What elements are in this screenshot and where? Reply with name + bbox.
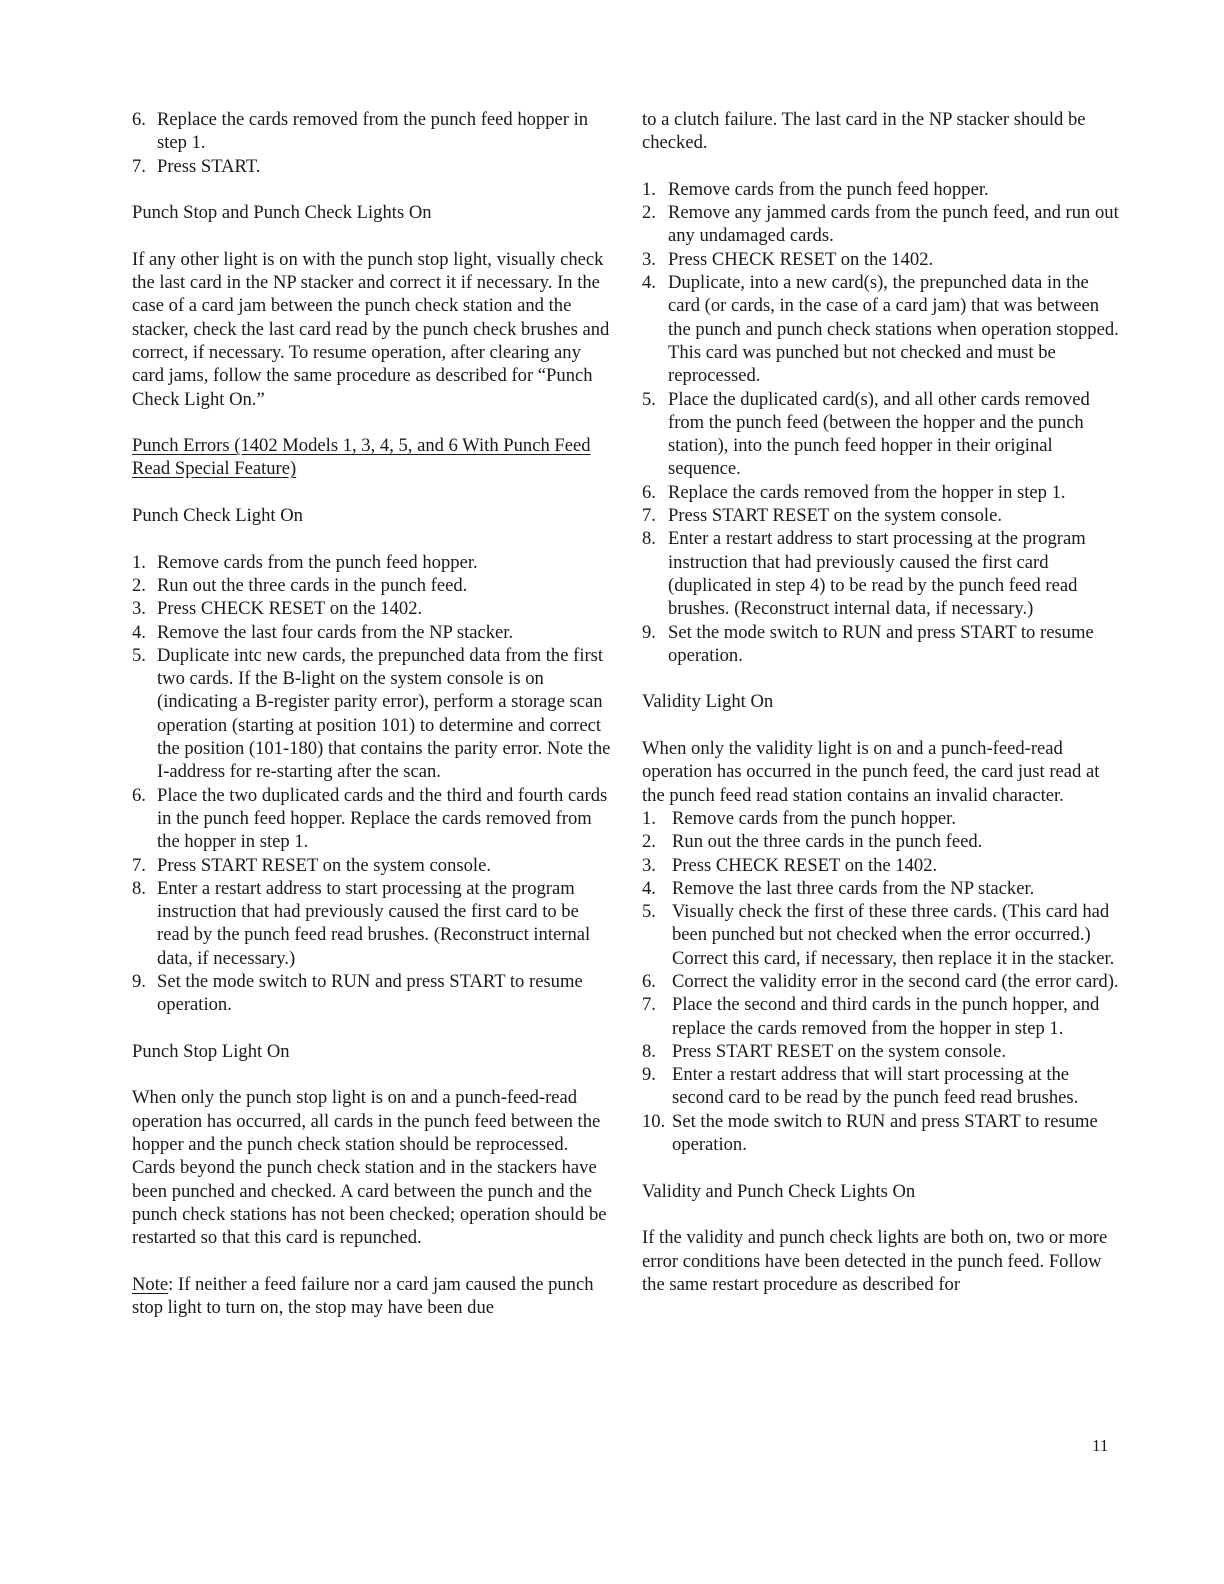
step-number: 8. [642, 528, 656, 550]
step-text: Place the two duplicated cards and the third and fourth cards in the punch feed hopper. Replace the cards removed from the hopper in step 1. [157, 784, 608, 853]
section-heading-punch-check: Punch Check Light On [132, 505, 303, 527]
list-item [642, 201, 1124, 248]
step-text: Set the mode switch to RUN and press START to resume operation. [157, 970, 583, 1016]
step-text: Press CHECK RESET on the 1402. [668, 248, 934, 270]
step-number: 2. [132, 574, 146, 596]
list-item [132, 784, 612, 854]
left-column [132, 108, 612, 1319]
step-text: Enter a restart address to start processing at the program instruction that had previously caused the first card (duplicated in step 4) to be read by the punch feed read brushes. (Reconstruct internal data, if necessary.) [668, 528, 1086, 620]
step-number: 6. [132, 784, 146, 806]
continuation-paragraph: to a clutch failure. The last card in the NP stacker should be checked. [642, 109, 1086, 154]
list-item [642, 271, 1124, 387]
step-number: 3. [642, 248, 656, 270]
step-number: 5. [642, 901, 656, 923]
step-text: Visually check the first of these three cards. (This card had been punched but not checked when the error occurred.) Correct this card, if necessary, then replace it in the stacker. [672, 901, 1115, 969]
step-text: Run out the three cards in the punch feed. [157, 574, 468, 596]
list-item [132, 597, 612, 620]
list-item [642, 1040, 1124, 1063]
step-number: 4. [642, 877, 656, 899]
stop-steps-list [642, 178, 1124, 667]
list-item [642, 388, 1124, 481]
list-item [642, 900, 1124, 970]
step-text: Set the mode switch to RUN and press START to resume operation. [672, 1110, 1098, 1156]
step-number: 6. [642, 970, 656, 992]
list-item [132, 854, 612, 877]
list-item [642, 993, 1124, 1040]
validity-paragraph: When only the validity light is on and a punch-feed-read operation has occurred in the punch feed, the card just read at the punch feed read station contains an invalid character. [642, 738, 1100, 806]
step-text: Remove the last three cards from the NP stacker. [672, 877, 1035, 899]
list-item [642, 178, 1124, 201]
punch-stop-paragraph: When only the punch stop light is on and a punch-feed-read operation has occurred, all cards in the punch feed between the hopper and the punch check station should be reprocessed. Cards beyond the punch check station and in the stackers have been punched and checked. A card between the punch and the punch check stations has not been checked; operation should be restarted so that this card is repunched. [132, 1087, 607, 1249]
step-text: Run out the three cards in the punch feed. [672, 831, 983, 853]
list-item [642, 527, 1124, 620]
list-item [642, 1110, 1124, 1157]
step-number: 4. [642, 272, 656, 294]
list-item [642, 830, 1124, 853]
section-heading-punch-stop: Punch Stop Light On [132, 1040, 290, 1062]
step-number: 10. [642, 1110, 666, 1132]
step-text: Correct the validity error in the second card (the error card). [672, 970, 1119, 992]
step-number: 3. [132, 598, 146, 620]
list-item [132, 574, 612, 597]
list-item [132, 155, 612, 178]
step-text: Remove any jammed cards from the punch feed, and run out any undamaged cards. [668, 202, 1119, 247]
step-number: 5. [642, 388, 656, 410]
list-item [642, 481, 1124, 504]
step-text: Duplicate, into a new card(s), the prepunched data in the card (or cards, in the case of a card jam) that was between the punch and punch check stations when operation stopped. This card was punched but not checked and must be reprocessed. [668, 272, 1119, 387]
right-column [642, 108, 1124, 1296]
step-number: 1. [642, 178, 656, 200]
list-item [132, 970, 612, 1017]
step-text: Replace the cards removed from the punch feed hopper in step 1. [157, 109, 589, 154]
note-paragraph [132, 1273, 612, 1320]
list-item [642, 504, 1124, 527]
list-item [642, 970, 1124, 993]
step-number: 5. [132, 644, 146, 666]
step-text: Remove the last four cards from the NP stacker. [157, 621, 514, 643]
step-number: 9. [642, 1064, 656, 1086]
step-number: 7. [132, 155, 146, 177]
continued-steps-list [132, 108, 612, 178]
step-number: 8. [642, 1040, 656, 1062]
step-number: 2. [642, 202, 656, 224]
step-text: Press START RESET on the system console. [672, 1040, 1006, 1062]
step-text: Set the mode switch to RUN and press START to resume operation. [668, 621, 1094, 666]
list-item [642, 248, 1124, 271]
step-number: 7. [132, 854, 146, 876]
list-item [642, 1063, 1124, 1110]
step-text: Press START RESET on the system console. [157, 854, 491, 876]
step-text: Duplicate intc new cards, the prepunched data from the first two cards. If the B-light on the system console is on (indicating a B-register parity error), perform a storage scan operation (starting at position 101) to determine and correct the position (101-180) that contains the parity error. Note the I-address for re-starting after the scan. [157, 644, 611, 783]
step-number: 7. [642, 505, 656, 527]
note-label: Note [132, 1273, 169, 1295]
step-number: 2. [642, 831, 656, 853]
punch-check-steps-list [132, 551, 612, 1017]
step-number: 1. [132, 551, 146, 573]
list-item [132, 108, 612, 155]
step-text: Enter a restart address to start processing at the program instruction that had previously caused the first card to be read by the punch feed read brushes. (Reconstruct internal data, if necessary.) [157, 877, 591, 969]
section-heading-validity-check: Validity and Punch Check Lights On [642, 1180, 916, 1202]
step-number: 9. [132, 970, 146, 992]
step-text: Press START. [157, 155, 261, 177]
step-text: Remove cards from the punch hopper. [672, 807, 956, 829]
step-text: Remove cards from the punch feed hopper. [157, 551, 478, 573]
step-number: 6. [642, 481, 656, 503]
list-item [132, 551, 612, 574]
list-item [642, 807, 1124, 830]
note-text: : If neither a feed failure nor a card jam caused the punch stop light to turn on, the stop may have been due [132, 1273, 594, 1319]
list-item [642, 854, 1124, 877]
validity-steps-list [642, 807, 1124, 1156]
list-item [642, 621, 1124, 668]
step-number: 7. [642, 994, 656, 1016]
step-text: Press CHECK RESET on the 1402. [157, 598, 423, 620]
section-heading-validity: Validity Light On [642, 691, 774, 713]
validity-check-paragraph: If the validity and punch check lights are both on, two or more error conditions have been detected in the punch feed. Follow the same restart procedure as described for [642, 1227, 1108, 1295]
step-text: Replace the cards removed from the hopper in step 1. [668, 481, 1066, 503]
stop-check-paragraph: If any other light is on with the punch stop light, visually check the last card in the NP stacker and correct it if necessary. In the case of a card jam between the punch check station and the stacker, check the last card read by the punch check brushes and correct, if necessary. To resume operation, after clearing any card jams, follow the same procedure as described for “Punch Check Light On.” [132, 248, 610, 410]
step-text: Enter a restart address that will start processing at the second card to be read by the punch feed read brushes. [672, 1064, 1079, 1109]
step-number: 8. [132, 877, 146, 899]
step-number: 4. [132, 621, 146, 643]
list-item [132, 877, 612, 970]
step-number: 9. [642, 621, 656, 643]
step-number: 6. [132, 109, 146, 130]
list-item [642, 877, 1124, 900]
list-item [132, 621, 612, 644]
section-heading-stop-check: Punch Stop and Punch Check Lights On [132, 202, 432, 224]
step-number: 1. [642, 807, 656, 829]
section-heading-punch-errors: Punch Errors (1402 Models 1, 3, 4, 5, and 6 With Punch Feed Read Special Feature) [132, 435, 591, 480]
step-number: 3. [642, 854, 656, 876]
step-text: Press START RESET on the system console. [668, 505, 1002, 527]
page-number: 11 [1092, 1436, 1109, 1455]
step-text: Press CHECK RESET on the 1402. [672, 854, 938, 876]
step-text: Place the second and third cards in the punch hopper, and replace the cards removed from the hopper in step 1. [672, 994, 1100, 1039]
step-text: Remove cards from the punch feed hopper. [668, 178, 989, 200]
step-text: Place the duplicated card(s), and all other cards removed from the punch feed (between the hopper and the punch station), into the punch feed hopper in their original sequence. [668, 388, 1090, 480]
list-item [132, 644, 612, 784]
